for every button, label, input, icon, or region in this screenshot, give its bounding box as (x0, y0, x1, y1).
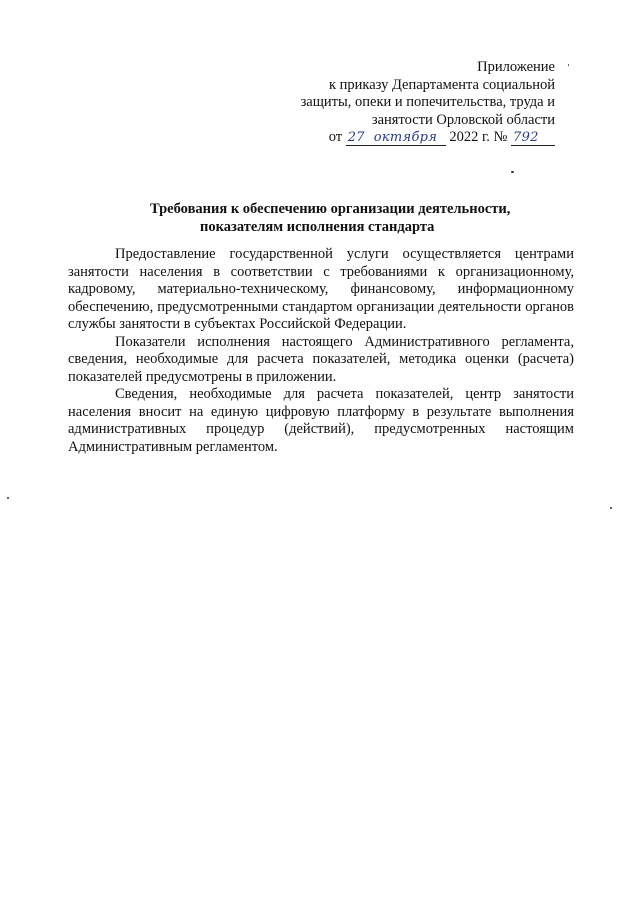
title-line-2: показателям исполнения стандарта (200, 218, 435, 235)
appendix-department-line: защиты, опеки и попечительства, труда и (300, 94, 555, 110)
paragraph-1: Предоставление государственной услуги осуществляется центрами занятости населения в соответствии с требованиями к организационному, кадровому, материально-техническому, финансовому, информационному обеспечению, предусмотренными стандартом организации деятельности органов службы занятости в субъектах Российской Федерации. (68, 246, 574, 332)
appendix-label: Приложение (477, 59, 555, 75)
appendix-region-line: занятости Орловской области (371, 111, 555, 128)
date-year-text: 2022 г. № (449, 129, 508, 145)
appendix-header (255, 59, 555, 147)
paragraph-3: Сведения, необходимые для расчета показателей, центр занятости населения вносит на единую цифровую платформу в результате выполнения административных процедур (действий), предусмотренных настоящим Административным регламентом. (68, 386, 574, 455)
scan-speck (610, 507, 612, 509)
scan-speck (7, 497, 9, 499)
paragraph-2: Показатели исполнения настоящего Административного регламента, сведения, необходимые для расчета показателей, методика оценки (расчета) показателей предусмотрены в приложении. (68, 333, 574, 385)
scan-speck (568, 64, 569, 66)
document-body (68, 246, 574, 456)
appendix-order-ref: к приказу Департамента социальной (328, 76, 555, 93)
handwritten-order-number: 792 (511, 131, 555, 146)
title-line-1: Требования к обеспечению организации деятельности, (150, 201, 511, 217)
scan-speck (511, 171, 514, 173)
appendix-date-line (255, 129, 555, 147)
date-prefix: от (328, 129, 343, 145)
handwritten-day: 27 (346, 131, 372, 146)
document-title (80, 201, 620, 236)
handwritten-month: октября (372, 131, 446, 146)
